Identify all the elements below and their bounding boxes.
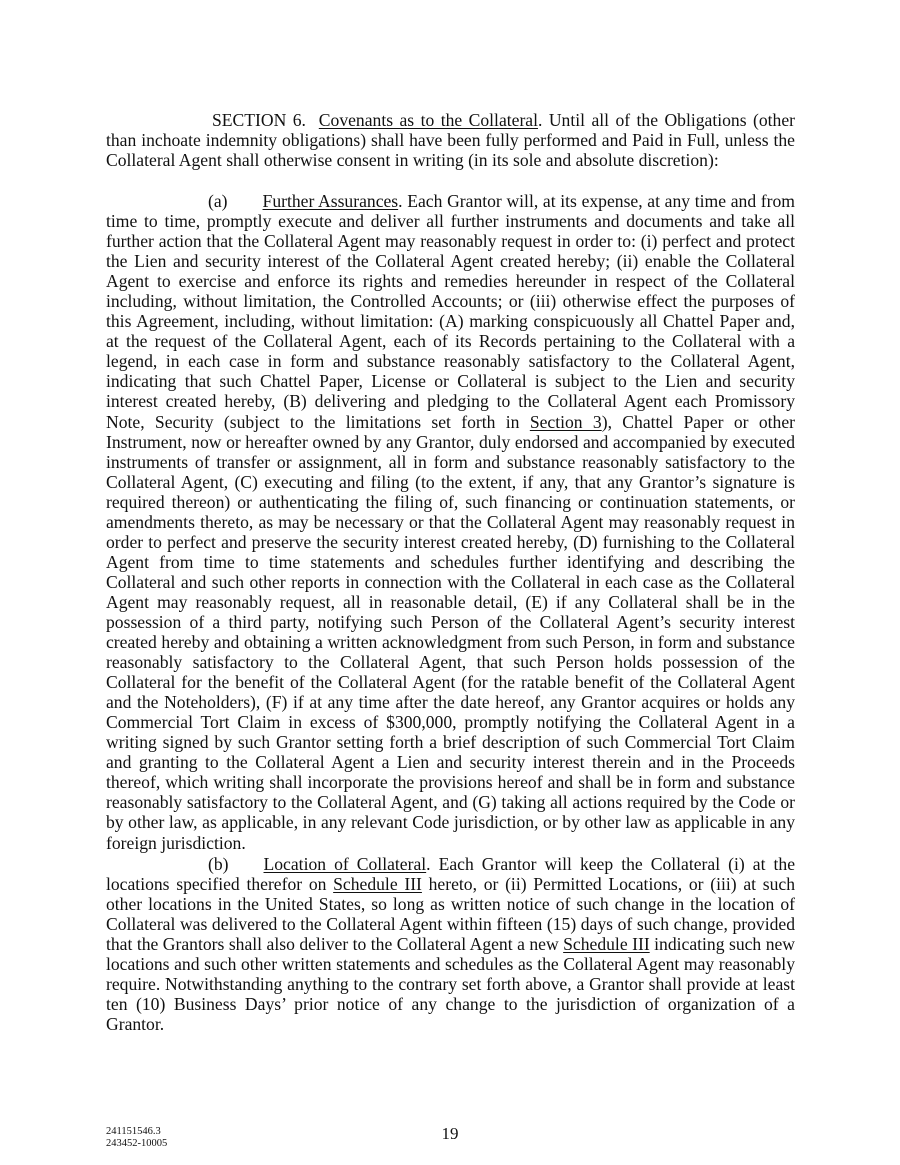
clause-b-title: Location of Collateral: [263, 854, 427, 874]
section-title: Covenants as to the Collateral: [318, 110, 539, 130]
page-number: 19: [441, 1124, 459, 1143]
clause-b-text-3: indicating such new locations and such other written statements and schedules as the Collateral Agent may reasonably require. Notwithstanding anything to the contrary set forth above, a Grantor shall provide at least ten (10) Business Days’ prior notice of any change to the jurisdiction of organization of a Grantor.: [106, 934, 796, 1035]
clause-a-title: Further Assurances: [262, 191, 399, 211]
clause-b-text-1: . Each Grantor will keep the Collateral (i) at the locations specified therefor on: [106, 854, 795, 895]
section-label: SECTION 6.: [212, 110, 306, 130]
document-id-line-2: 243452-10005: [106, 1138, 168, 1149]
clause-a-label: (a): [208, 191, 228, 211]
document-id-line-1: 241151546.3: [106, 1126, 161, 1137]
schedule-iii-reference: Schedule III: [333, 874, 422, 895]
clause-b-text-2: hereto, or (ii) Permitted Locations, or (iii) at such other locations in the United States, so long as written notice of such change in the location of Collateral was delivered to the Collateral Agent within fifteen (15) days of such change, provided that the Grantors shall also deliver to the Collateral Agent a new: [106, 874, 795, 955]
clause-b-label: (b): [208, 854, 229, 874]
section-3-reference: Section 3: [529, 411, 602, 432]
section-6-paragraph: [106, 110, 795, 170]
clause-a-paragraph: [106, 191, 795, 853]
clause-b-paragraph: [106, 854, 795, 1034]
clause-a-text-1: . Each Grantor will, at its expense, at any time and from time to time, promptly execute and deliver all further instruments and documents and take all further action that the Collateral Agent may reasonably request in order to: (i) perfect and protect the Lien and security interest of the Collateral Agent created hereby; (ii) enable the Collateral Agent to exercise and enforce its rights and remedies hereunder in respect of the Collateral including, without limitation, the Controlled Accounts; or (iii) otherwise effect the purposes of this Agreement, including, without limitation: (A) marking conspicuously all Chattel Paper and, at the request of the Collateral Agent, each of its Records pertaining to the Collateral with a legend, in each case in form and substance reasonably satisfactory to the Collateral Agent, indicating that such Chattel Paper, License or Collateral is subject to the Lien and security interest created hereby, (B) delivering and pledging to the Collateral Agent each Promissory Note, Security (subject to the limitations set forth in: [106, 191, 795, 432]
clause-a-text-2: ), Chattel Paper or other Instrument, now or hereafter owned by any Grantor, duly endorsed and accompanied by executed instruments of transfer or assignment, all in form and substance reasonably satisfactory to the Collateral Agent, (C) executing and filing (to the extent, if any, that any Grantor’s signature is required thereon) or authenticating the filing of, such financing or continuation statements, or amendments thereto, as may be necessary or that the Collateral Agent may reasonably request in order to perfect and preserve the security interest created hereby, (D) furnishing to the Collateral Agent from time to time statements and schedules further identifying and describing the Collateral and such other reports in connection with the Collateral in each case as the Collateral Agent may reasonably request, all in reasonable detail, (E) if any Collateral shall be in the possession of a third party, notifying such Person of the Collateral Agent’s security interest created hereby and obtaining a written acknowledgment from such Person, in form and substance reasonably satisfactory to the Collateral Agent, that such Person holds possession of the Collateral for the benefit of the Collateral Agent (for the ratable benefit of the Collateral Agent and the Noteholders), (F) if at any time after the date hereof, any Grantor acquires or holds any Commercial Tort Claim in excess of $300,000, promptly notifying the Collateral Agent in a writing signed by such Grantor setting forth a brief description of such Commercial Tort Claim and granting to the Collateral Agent a Lien and security interest therein and in the Proceeds thereof, which writing shall incorporate the provisions hereof and shall be in form and substance reasonably satisfactory to the Collateral Agent, and (G) taking all actions required by the Code or by other law, as applicable, in any relevant Code jurisdiction, or by other law as applicable in any foreign jurisdiction.: [106, 411, 795, 853]
section-body-text: . Until all of the Obligations (other than inchoate indemnity obligations) shall have been fully performed and Paid in Full, unless the Collateral Agent shall otherwise consent in writing (in its sole and absolute discretion):: [106, 110, 796, 171]
schedule-iii-reference: Schedule III: [563, 934, 650, 955]
